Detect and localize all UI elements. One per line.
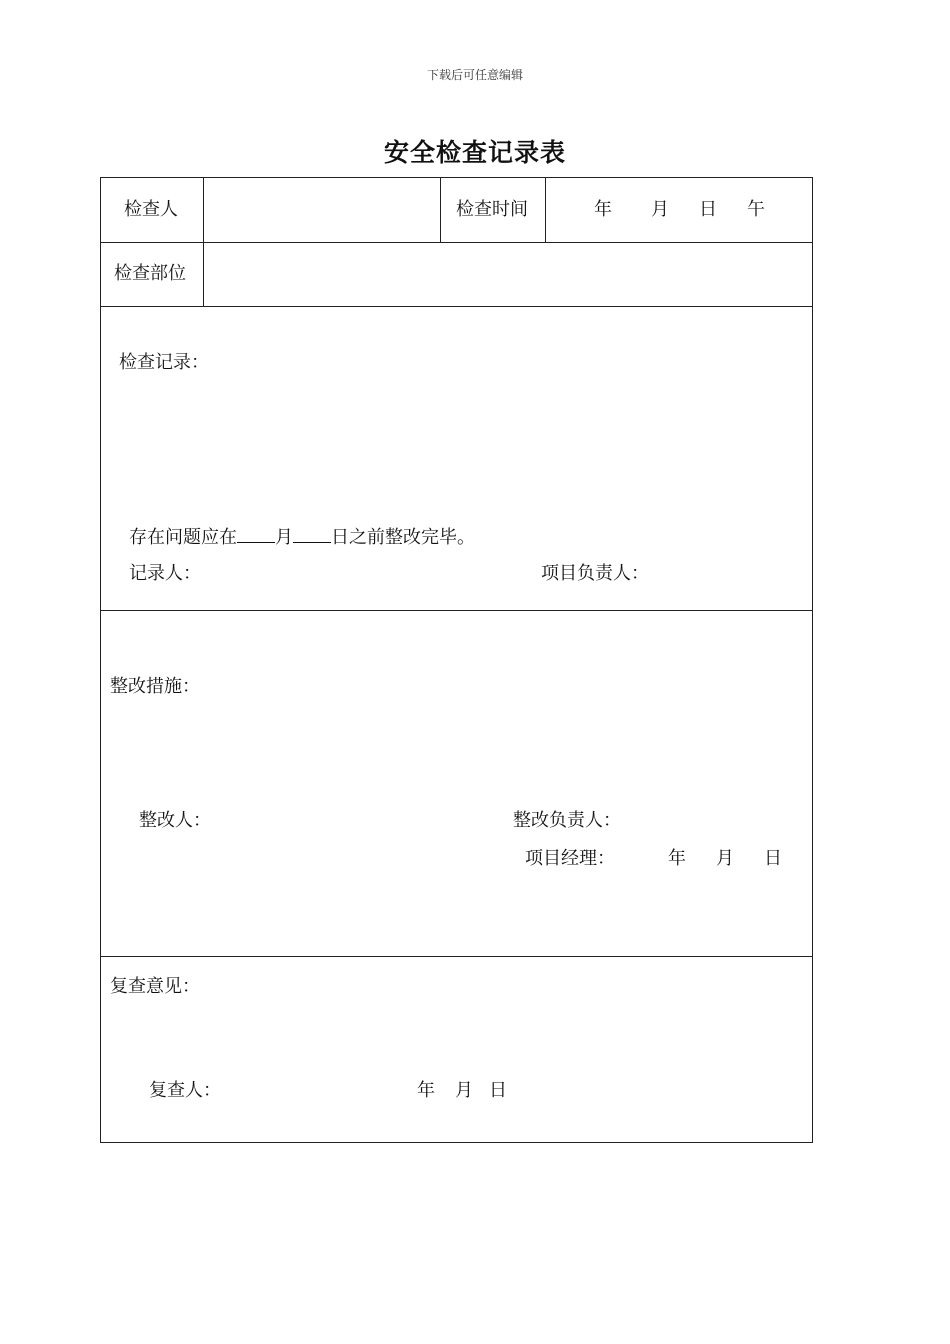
inspection-form	[100, 177, 813, 1143]
rectify-date-year: 年	[668, 848, 686, 869]
project-lead-label: 项目负责人：	[541, 563, 649, 584]
deadline-suffix: 日之前整改完毕。	[331, 527, 475, 548]
deadline-day-blank[interactable]	[293, 526, 331, 543]
rectification-measures-label: 整改措施：	[110, 676, 200, 697]
inspection-location-label: 检查部位	[114, 263, 186, 284]
date-noon: 午	[747, 199, 765, 220]
row-divider	[101, 956, 812, 957]
deadline-month: 月	[275, 527, 293, 548]
row-divider	[101, 242, 812, 243]
deadline-sentence	[129, 526, 475, 547]
rectification-measures-area[interactable]	[110, 702, 800, 802]
review-opinion-area[interactable]	[110, 1002, 800, 1072]
review-date-year: 年	[417, 1080, 435, 1101]
form-title: 安全检查记录表	[383, 138, 566, 167]
date-day: 日	[699, 199, 717, 220]
inspection-time-field[interactable]	[547, 180, 811, 240]
inspector-label: 检查人	[124, 199, 178, 220]
rectify-date-month: 月	[716, 848, 734, 869]
inspection-record-label: 检查记录：	[119, 352, 209, 373]
reviewer-label: 复查人：	[149, 1080, 221, 1101]
review-date-day: 日	[489, 1080, 507, 1101]
deadline-prefix: 存在问题应在	[129, 527, 237, 548]
rectifier-label: 整改人：	[139, 810, 211, 831]
project-manager-label: 项目经理：	[525, 848, 615, 869]
recorder-label: 记录人：	[129, 563, 201, 584]
row-divider	[101, 610, 812, 611]
col-divider	[545, 178, 546, 242]
review-opinion-label: 复查意见：	[110, 976, 200, 997]
rectify-date-day: 日	[764, 848, 782, 869]
header-note: 下载后可任意编辑	[426, 68, 523, 82]
col-divider	[440, 178, 441, 242]
review-date-month: 月	[455, 1080, 473, 1101]
deadline-month-blank[interactable]	[237, 526, 275, 543]
inspection-record-area[interactable]	[119, 378, 799, 518]
rectification-lead-label: 整改负责人：	[513, 810, 621, 831]
col-divider	[203, 178, 204, 306]
inspector-field[interactable]	[205, 180, 438, 240]
inspection-time-label: 检查时间	[456, 199, 528, 220]
row-divider	[101, 306, 812, 307]
date-year: 年	[594, 199, 612, 220]
inspection-location-field[interactable]	[205, 244, 811, 304]
date-month: 月	[651, 199, 669, 220]
